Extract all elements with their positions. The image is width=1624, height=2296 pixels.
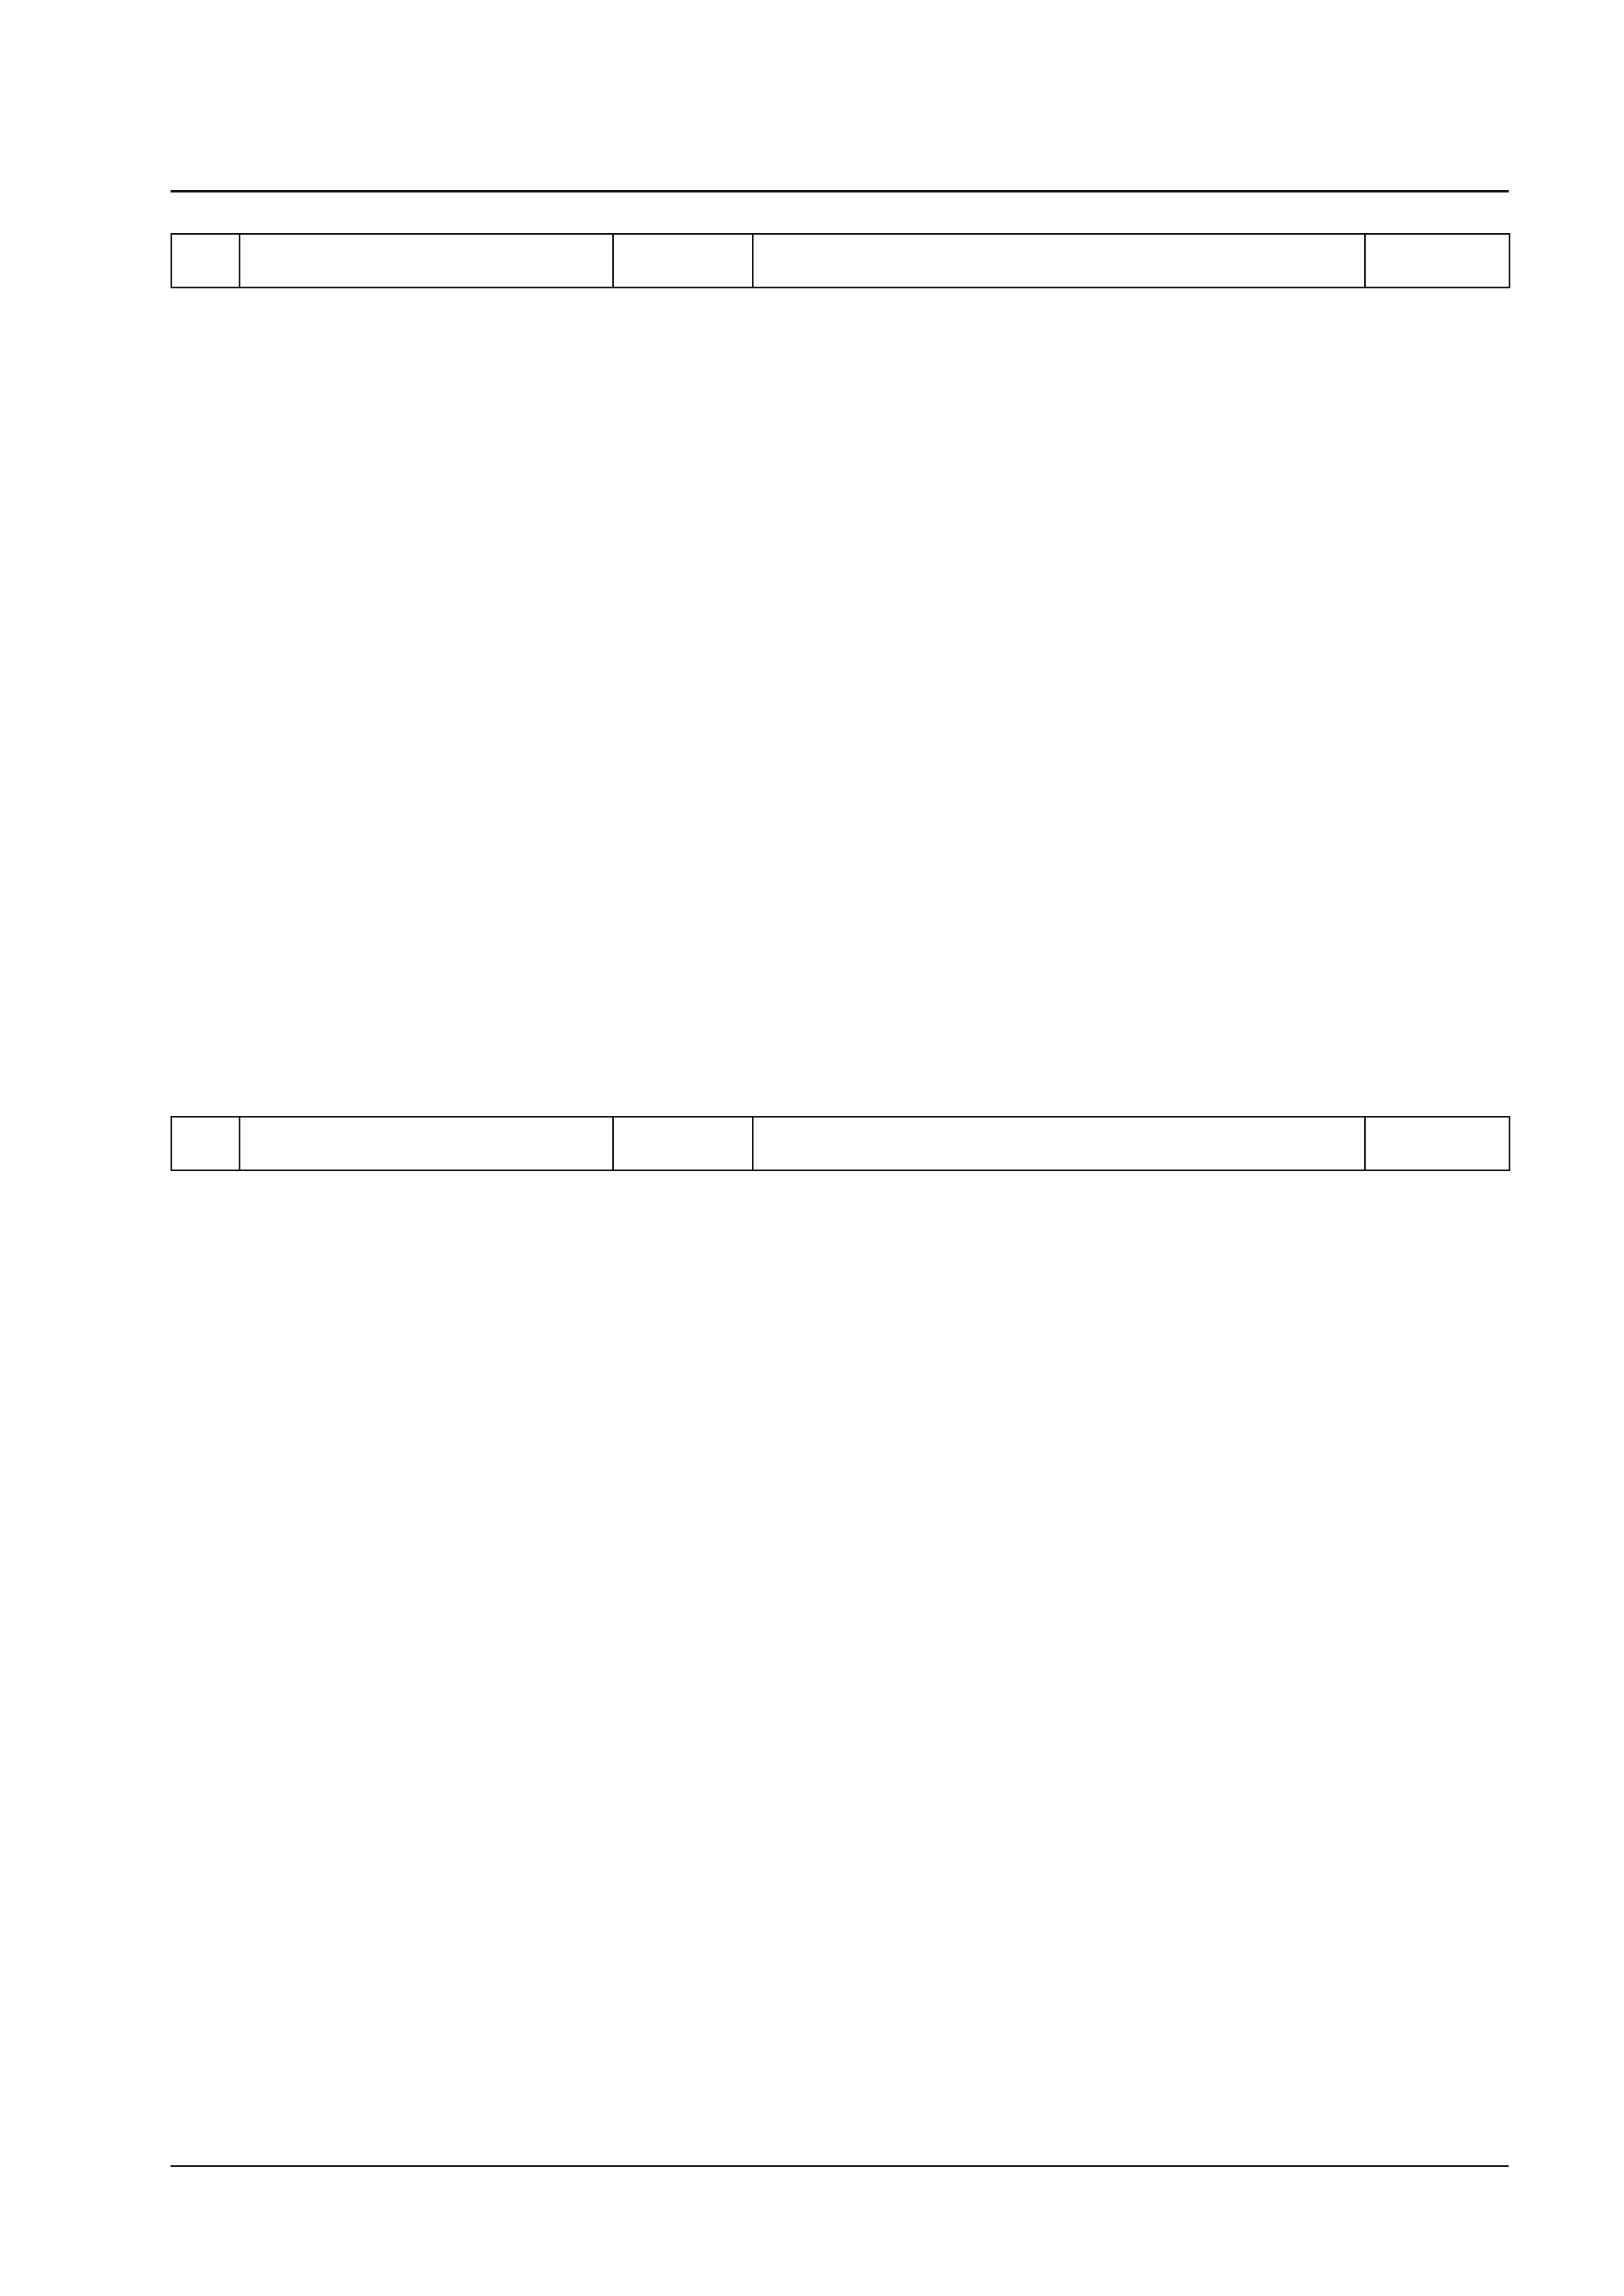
footer-rule [171, 2165, 1509, 2167]
col-header-function [753, 1117, 1365, 1170]
col-header-terminal [1365, 234, 1510, 288]
col-header-terminal [1365, 1117, 1510, 1170]
col-header-no [171, 1117, 240, 1170]
col-header-designation [240, 234, 613, 288]
page-header [171, 149, 1509, 189]
table-header-row [171, 234, 1510, 288]
fuse-table-1 [171, 233, 1510, 288]
col-header-current [613, 1117, 753, 1170]
header-rule [171, 190, 1509, 192]
col-header-current [613, 234, 753, 288]
col-header-designation [240, 1117, 613, 1170]
col-header-no [171, 234, 240, 288]
col-header-function [753, 234, 1365, 288]
fuse-table-2 [171, 1116, 1510, 1171]
table-header-row [171, 1117, 1510, 1170]
